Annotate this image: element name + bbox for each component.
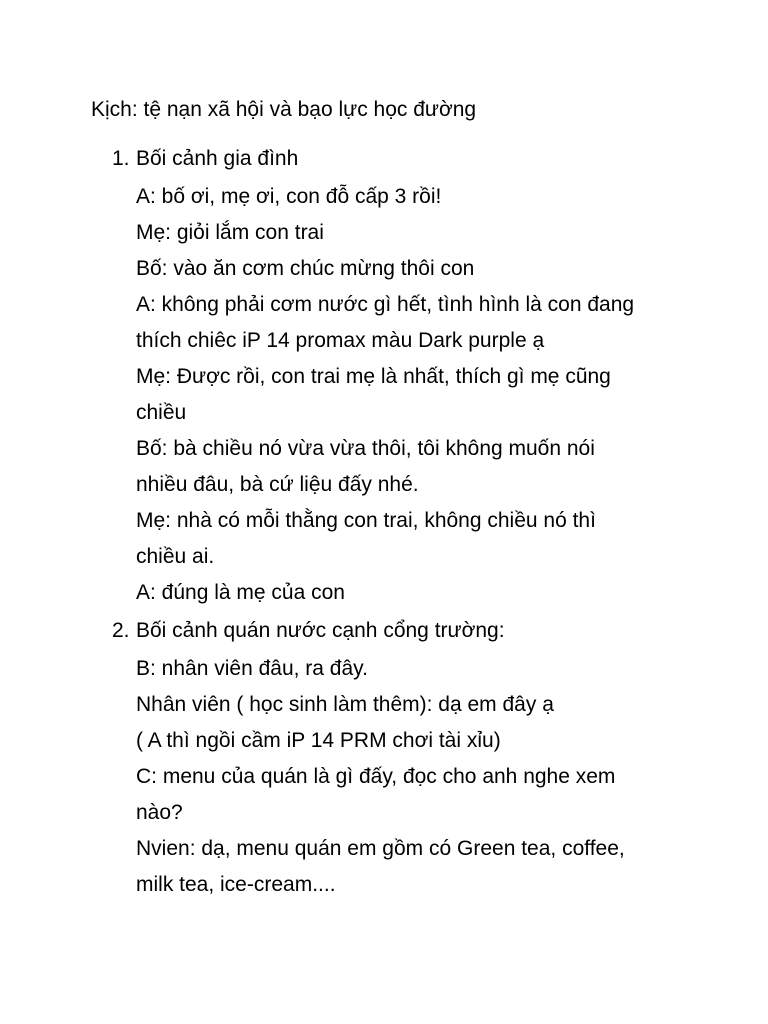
- dialogue-line: A: bố ơi, mẹ ơi, con đỗ cấp 3 rồi!: [136, 185, 442, 208]
- dialogue-line: nhiều đâu, bà cứ liệu đấy nhé.: [136, 473, 419, 496]
- dialogue-line: Nhân viên ( học sinh làm thêm): dạ em đây ạ: [136, 693, 554, 716]
- dialogue-line: Nvien: dạ, menu quán em gồm có Green tea, coffee,: [136, 837, 625, 860]
- document-title: Kịch: tệ nạn xã hội và bạo lực học đường: [91, 98, 477, 121]
- dialogue-line: A: không phải cơm nước gì hết, tình hình là con đang: [136, 293, 635, 316]
- section-number: 1.: [112, 147, 130, 170]
- dialogue-line: ( A thì ngồi cầm iP 14 PRM chơi tài xỉu): [136, 729, 501, 752]
- section-heading: Bối cảnh quán nước cạnh cổng trường:: [136, 619, 505, 642]
- dialogue-line: nào?: [136, 801, 183, 824]
- dialogue-lines: [136, 651, 681, 903]
- dialogue-line: C: menu của quán là gì đấy, đọc cho anh nghe xem: [136, 765, 616, 788]
- dialogue-line: B: nhân viên đâu, ra đây.: [136, 657, 368, 680]
- dialogue-line: Mẹ: nhà có mỗi thằng con trai, không chiều nó thì: [136, 509, 596, 532]
- section-heading: Bối cảnh gia đình: [136, 147, 299, 170]
- dialogue-line: Bố: bà chiều nó vừa vừa thôi, tôi không muốn nói: [136, 437, 595, 460]
- dialogue-line: A: đúng là mẹ của con: [136, 581, 345, 604]
- dialogue-line: milk tea, ice-cream....: [136, 873, 336, 896]
- dialogue-line: Bố: vào ăn cơm chúc mừng thôi con: [136, 257, 475, 280]
- dialogue-lines: [136, 179, 681, 611]
- section-number: 2.: [112, 619, 130, 642]
- dialogue-line: Mẹ: Được rồi, con trai mẹ là nhất, thích gì mẹ cũng: [136, 365, 611, 388]
- dialogue-line: chiều: [136, 401, 187, 424]
- dialogue-line: chiều ai.: [136, 545, 215, 568]
- dialogue-line: thích chiêc iP 14 promax màu Dark purple ạ: [136, 329, 545, 352]
- dialogue-line: Mẹ: giỏi lắm con trai: [136, 221, 324, 244]
